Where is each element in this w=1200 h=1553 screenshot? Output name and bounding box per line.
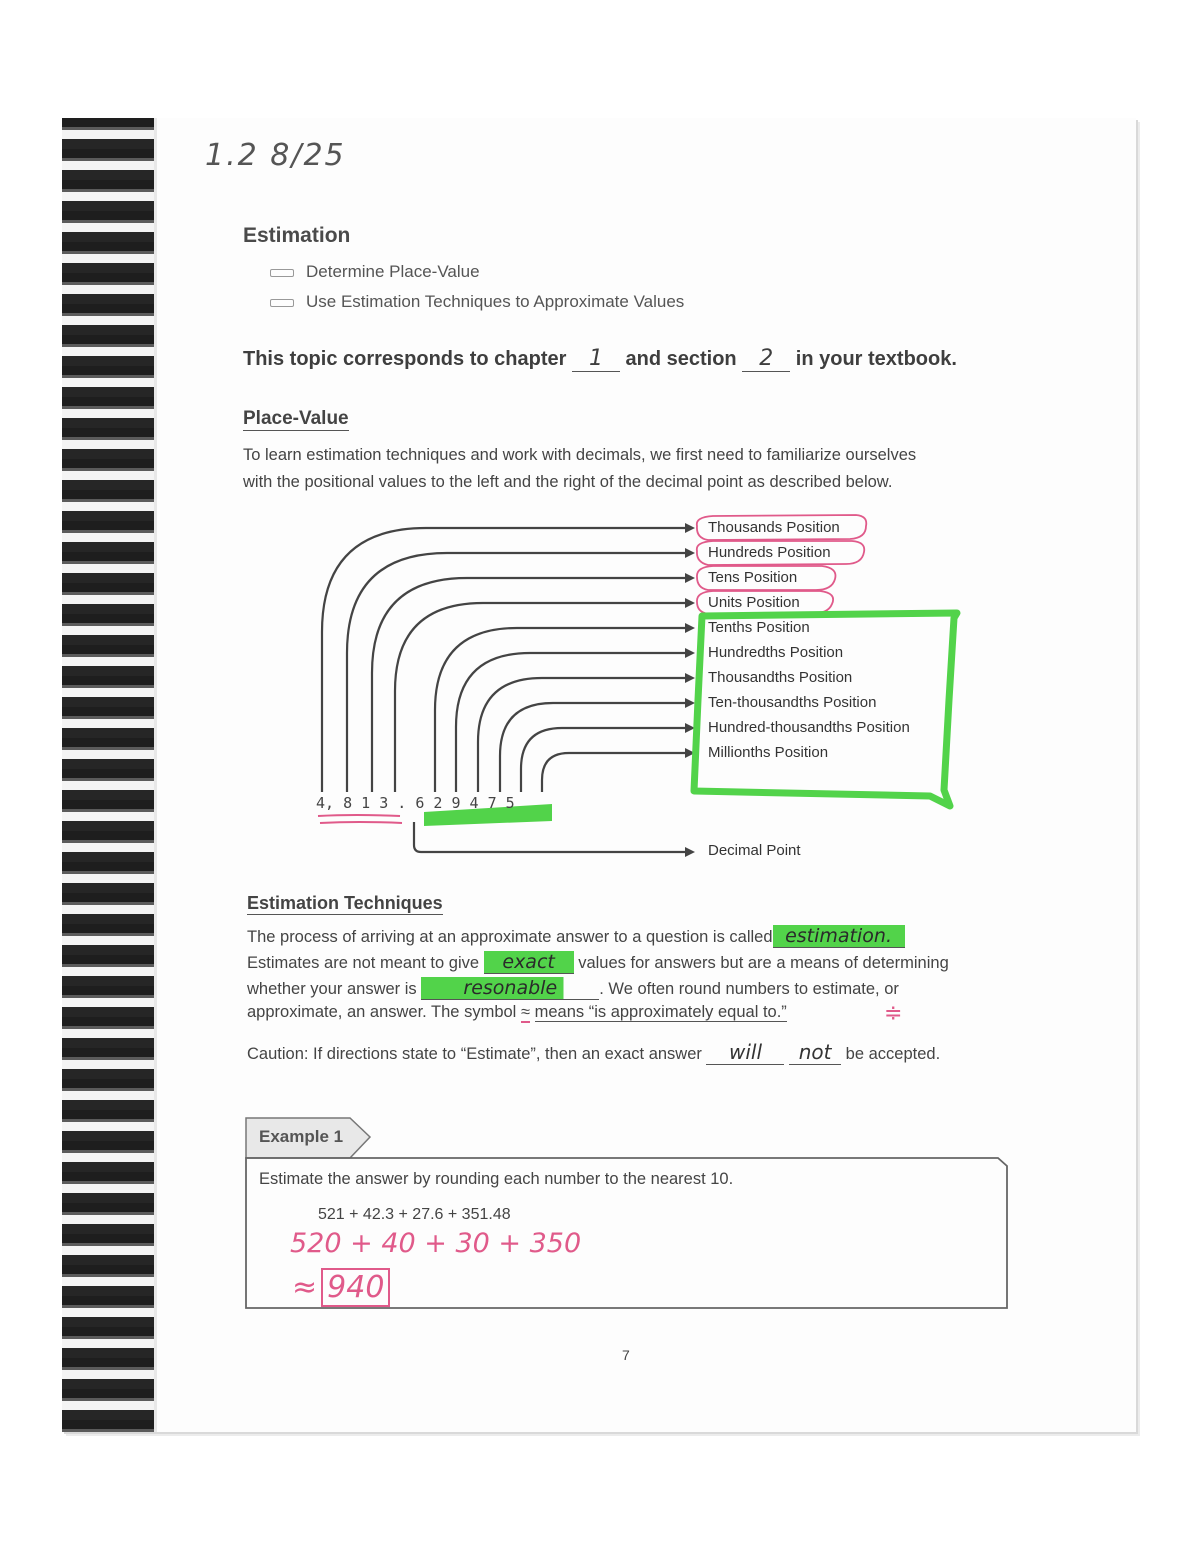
estimation-line2: Estimates are not meant to give exact values for answers but are a means of determining [247,951,949,973]
margin-note: ≑ [884,1000,903,1025]
answer-reasonable: resonable [421,977,599,1000]
approx-symbol: ≈ [520,1003,530,1021]
objective-item: Determine Place-Value [270,262,480,282]
label-tens: Tens Position [708,569,798,586]
page-number: 7 [622,1347,630,1363]
label-tenths: Tenths Position [708,619,810,636]
label-hundred-thousandths: Hundred-thousandths Position [708,719,910,736]
example-work-line1: 520 + 40 + 30 + 350 [290,1228,582,1259]
objective-item: Use Estimation Techniques to Approximate Values [270,292,684,312]
estimation-line1: The process of arriving at an approximate answer to a question is called estimation. [247,925,905,948]
chapter-answer: 1 [572,346,620,372]
textbook-reference: This topic corresponds to chapter 1 and section 2 in your textbook. [243,346,957,371]
label-units: Units Position [708,594,800,611]
label-decimal-point: Decimal Point [708,842,801,859]
answer-exact: exact [484,951,574,974]
label-ten-thousandths: Ten-thousandths Position [708,694,877,711]
example-number: 4, 8 1 3 . 6 2 9 4 7 5 [316,794,515,812]
section-answer: 2 [742,346,790,372]
label-thousandths: Thousandths Position [708,669,853,686]
place-value-intro-line2: with the positional values to the left and the right of the decimal point as described below. [243,473,893,491]
page-title: Estimation [243,224,351,247]
handwritten-date: 1.2 8/25 [205,138,346,173]
example-tab-label: Example 1 [259,1127,344,1146]
place-value-heading: Place-Value [243,408,349,429]
example-expression: 521 + 42.3 + 27.6 + 351.48 [318,1206,511,1223]
label-hundredths: Hundredths Position [708,644,844,661]
answer-estimation: estimation. [773,925,905,948]
example-work-line2: ≈ 940 [292,1270,390,1305]
place-value-intro-line1: To learn estimation techniques and work with decimals, we first need to familiarize ourselves [243,446,917,464]
estimation-techniques-heading: Estimation Techniques [247,893,443,913]
label-hundreds: Hundreds Position [708,544,831,561]
label-millionths: Millionths Position [708,744,829,761]
estimation-line3: whether your answer is resonable . We often round numbers to estimate, or [247,977,899,999]
caution-line: Caution: If directions state to “Estimate”, then an exact answer will not be accepted. [247,1040,941,1064]
answer-not: not [789,1040,841,1065]
answer-will: will [706,1040,784,1065]
label-thousands: Thousands Position [708,519,840,536]
boxed-answer: 940 [321,1268,390,1307]
example-instruction: Estimate the answer by rounding each number to the nearest 10. [259,1170,734,1188]
estimation-line4: approximate, an answer. The symbol ≈ means “is approximately equal to.” [247,1003,787,1021]
